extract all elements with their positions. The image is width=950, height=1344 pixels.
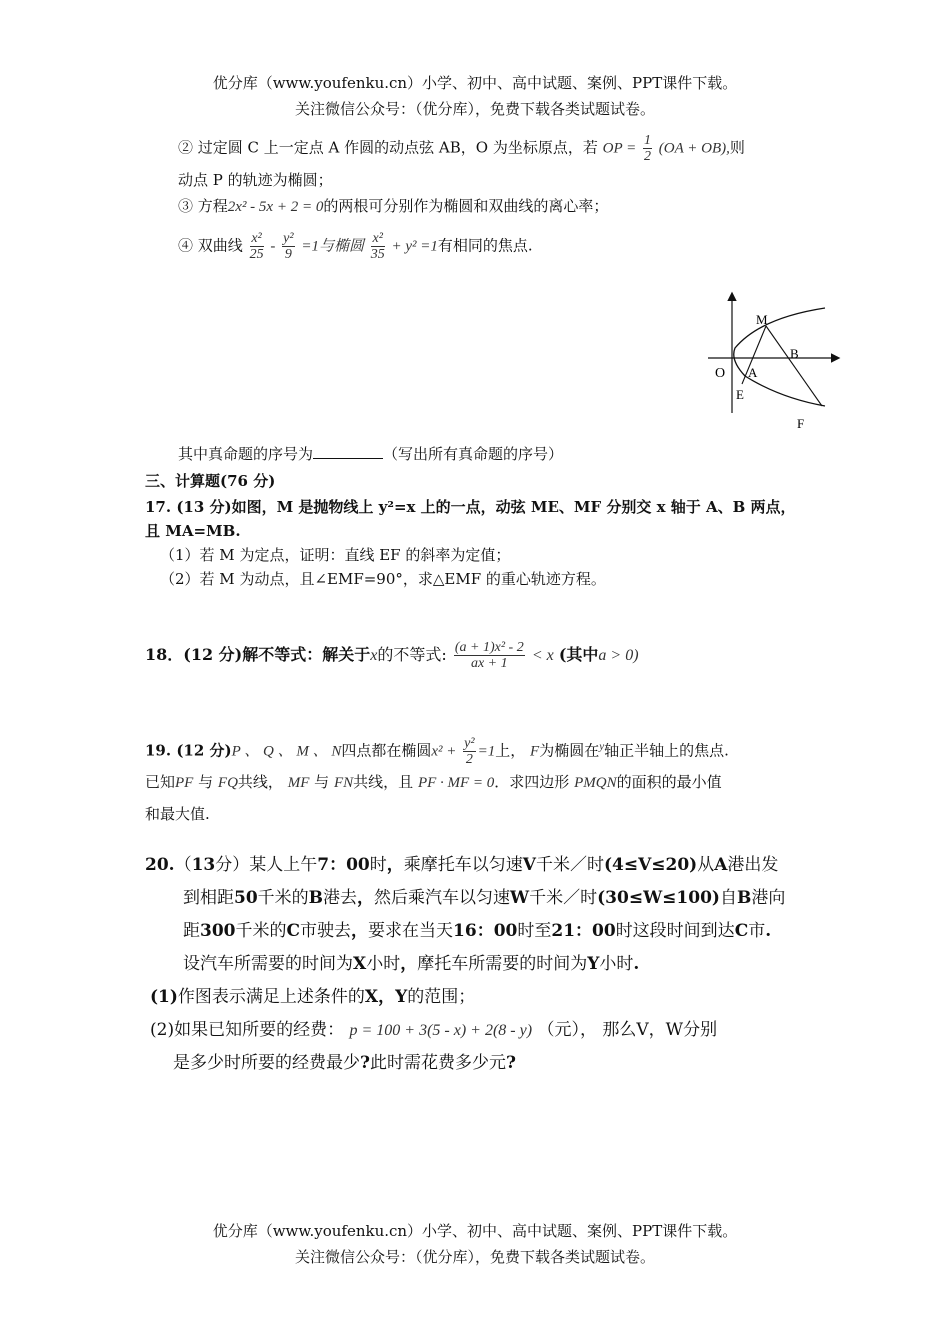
q20-line-2: 到相距50千米的B港去，然后乘汽车以匀速W千米／时(30≤W≤100)自B港向	[183, 888, 786, 908]
q19-f: F	[530, 743, 540, 760]
q19-pf: PF	[175, 775, 194, 791]
q18-prefix: 18．(12 分)解不等式：解关于	[145, 645, 371, 664]
q18-lt: < x	[531, 647, 554, 664]
q19-ellipse-2: =1	[477, 743, 496, 760]
parabola-figure	[700, 288, 850, 438]
q18-var: x	[370, 647, 378, 664]
q19-text-b3: 共线，	[237, 773, 283, 791]
q19-text-b6: ．求四边形	[494, 773, 570, 791]
item-4-text: 有相同的焦点.	[437, 236, 533, 255]
q18-condition: a > 0)	[598, 647, 639, 664]
item-4-label: ④ 双曲线	[178, 236, 243, 255]
item-4-fraction-2: $\frac{\text{y²}}{9}$	[283, 231, 294, 262]
q17-line-4: （2）若 M 为动点，且∠EMF=90°，求△EMF 的重心轨迹方程。	[160, 570, 606, 588]
item-3-text: 的两根可分别作为椭圆和双曲线的离心率；	[323, 197, 609, 215]
q19-text-a5: 轴正半轴上的焦点.	[604, 741, 729, 760]
footer-line-1: 优分库（www.youfenku.cn）小学、初中、高中试题、案例、PPT课件下载。	[212, 1222, 738, 1240]
item-4-fraction-3: $\frac{\text{x²}}{35}$	[370, 231, 385, 262]
q19-text-a4: 为椭圆在	[539, 741, 600, 760]
q19-label: 19. (12 分)	[145, 741, 232, 760]
q19-text-b1: 已知	[145, 773, 176, 791]
section-3-heading: 三、计算题(76 分)	[145, 472, 276, 490]
q19-text-b5: 共线，且	[353, 773, 414, 791]
item-4-mid: =1与椭圆	[301, 238, 364, 255]
q19-mf: MF	[287, 775, 310, 791]
q18-suffix: (其中	[558, 645, 599, 664]
q19-line-2	[145, 772, 722, 793]
q18-mid: 的不等式:	[377, 645, 447, 664]
q19-ellipse-fraction: $\frac{\text{y²}}{2}$	[464, 736, 475, 767]
q20-line-4: 设汽车所需要的时间为X小时，摩托车所需要的时间为Y小时.	[183, 954, 640, 974]
label-a: A	[748, 365, 758, 380]
label-m: M	[756, 312, 768, 327]
q19-y: y	[599, 740, 605, 753]
item-2-line-2: 动点 P 的轨迹为椭圆；	[178, 171, 333, 189]
item-3-equation: 2x² - 5x + 2 = 0	[227, 199, 324, 215]
q20-cost-tail: （元）， 那么V，W分别	[537, 1020, 718, 1040]
q18-fraction: $\frac{\text{(a + 1)x² - 2}}{ax + 1}$	[454, 640, 524, 671]
q19-line-1	[145, 736, 729, 767]
true-props-suffix: （写出所有真命题的序号）	[383, 445, 564, 463]
q19-text-a2: 四点都在椭圆	[341, 741, 432, 760]
item-2-tail: 则	[729, 138, 745, 157]
true-props-prefix: 其中真命题的序号为	[178, 445, 314, 463]
q20-line-7: 是多少时所要的经费最少?此时需花费多少元?	[173, 1053, 516, 1073]
q17-line-1: 17. (13 分)如图，M 是抛物线上 y²=x 上的一点，动弦 ME、MF 分别交 x 轴于 A、B 两点，	[145, 498, 796, 516]
q19-line-3: 和最大值.	[145, 805, 210, 823]
answer-blank[interactable]	[313, 444, 383, 459]
q20-line-3: 距300千米的C市驶去，要求在当天16：00时至21：00时这段时间到达C市.	[183, 921, 772, 941]
q20-line-1: 20.（13分）某人上午7：00时，乘摩托车以匀速V千米／时(4≤V≤20)从A港出发	[145, 855, 779, 875]
label-e: E	[736, 387, 744, 402]
q19-text-b7: 的面积的最小值	[616, 773, 722, 791]
item-2-formula-rhs: (OA + OB),	[658, 140, 730, 157]
item-2-line-1	[178, 133, 745, 164]
chord-mf	[766, 326, 822, 406]
q19-fq: FQ	[217, 775, 238, 791]
item-3-label: ③ 方程	[178, 197, 228, 215]
label-b: B	[790, 346, 799, 361]
header-line-2: 关注微信公众号：（优分库），免费下载各类试题试卷。	[294, 100, 655, 118]
q17-line-3: （1）若 M 为定点，证明：直线 EF 的斜率为定值；	[160, 546, 511, 564]
q19-pmqn: PMQN	[574, 775, 617, 791]
true-props-line	[178, 444, 563, 464]
item-2-fraction: $\frac{1}{2}$	[644, 133, 652, 164]
item-4-fraction-1: $\frac{\text{x²}}{25}$	[249, 231, 264, 262]
item-4-line	[178, 231, 533, 262]
label-f: F	[797, 416, 805, 431]
q19-points: P 、 Q 、 M 、 N	[231, 743, 342, 760]
footer-line-2: 关注微信公众号：（优分库），免费下载各类试题试卷。	[294, 1248, 655, 1266]
q20-line-5: (1)作图表示满足上述条件的X，Y的范围；	[150, 987, 476, 1007]
q19-dot-product: PF · MF = 0	[417, 775, 495, 791]
q20-cost-formula: p = 100 + 3(5 - x) + 2(8 - y)	[349, 1022, 533, 1039]
q19-text-b4: 与	[314, 773, 330, 791]
q19-text-b2: 与	[198, 773, 214, 791]
item-2-text: ② 过定圆 C 上一定点 A 作圆的动点弦 AB，O 为坐标原点，若	[178, 138, 598, 157]
header-line-1: 优分库（www.youfenku.cn）小学、初中、高中试题、案例、PPT课件下载。	[212, 74, 738, 92]
label-o: O	[715, 366, 726, 381]
q19-fn: FN	[333, 775, 354, 791]
item-2-formula-lhs: OP =	[602, 140, 637, 157]
item-4-minus: -	[270, 238, 276, 255]
q18-line	[145, 640, 639, 671]
item-3-line	[178, 196, 608, 217]
q20-line-6	[150, 1018, 717, 1043]
q19-text-a3: 上，	[495, 741, 526, 760]
q17-line-2: 且 MA=MB.	[145, 522, 241, 540]
q20-cost-label: (2)如果已知所要的经费：	[150, 1020, 345, 1040]
item-4-plus: + y² =1	[391, 238, 438, 255]
q19-ellipse-1: x² +	[431, 743, 457, 760]
